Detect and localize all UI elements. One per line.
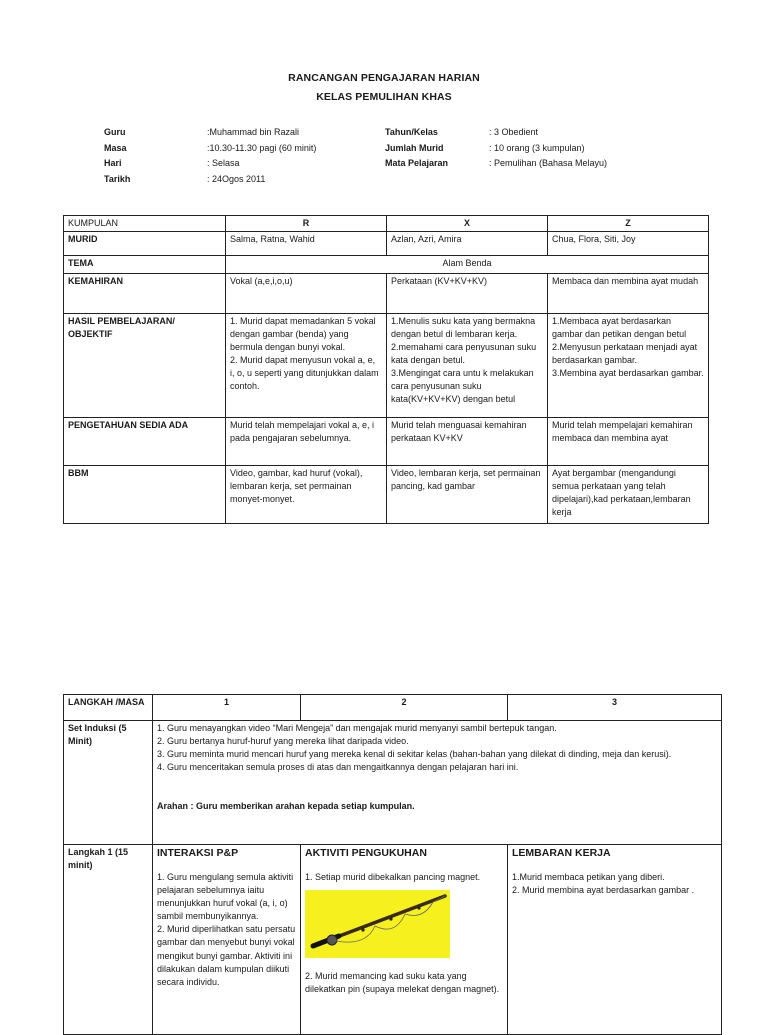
- info-value: : Pemulihan (Bahasa Melayu): [489, 158, 608, 168]
- info-row: [104, 142, 664, 158]
- list-item: 2. Guru bertanya huruf-huruf yang mereka lihat daripada video.: [157, 736, 409, 747]
- info-label: Guru: [104, 127, 126, 137]
- table-row: [64, 274, 709, 314]
- table-cell: Murid telah menguasai kemahiran perkataan KV+KV: [387, 418, 548, 466]
- fishing-rod-image: [305, 890, 503, 962]
- column-header-2: 2: [301, 695, 508, 721]
- table-row: [64, 721, 722, 845]
- info-value: : 10 orang (3 kumpulan): [489, 142, 585, 153]
- info-label: Hari: [104, 158, 122, 168]
- list-item: 1.Membaca ayat berdasarkan gambar dan petikan dengan betul: [552, 316, 687, 340]
- list-item: 2. Murid memancing kad suku kata yang dilekatkan pin (supaya melekat dengan magnet).: [305, 971, 500, 995]
- table-row: [64, 418, 709, 466]
- row-label: KUMPULAN: [64, 216, 226, 232]
- info-label: Jumlah Murid: [385, 142, 444, 153]
- table-row: [64, 466, 709, 524]
- list-item: 2. Murid diperlihatkan satu persatu gambar dan menyebut bunyi vokal mengikut bunyi gambar. Aktiviti ini dilakukan dalam kumpulan diikuti secara individu.: [157, 924, 296, 987]
- info-block: [104, 126, 664, 188]
- info-value: : Selasa: [207, 158, 240, 168]
- section-title: AKTIVITI PENGUKUHAN: [305, 847, 427, 859]
- plan-table: [63, 215, 709, 524]
- table-cell: Murid telah mempelajari kemahiran membaca dan membina ayat: [548, 418, 709, 466]
- info-label: Tarikh: [104, 173, 131, 184]
- list-item: 3.Mengingat cara untu k melakukan cara penyusunan suku kata(KV+KV+KV) dengan betul: [391, 368, 534, 405]
- row-label: PENGETAHUAN SEDIA ADA: [64, 418, 226, 466]
- table-cell: [301, 845, 508, 1035]
- group-header-x: X: [387, 216, 548, 232]
- row-label: KEMAHIRAN: [64, 274, 226, 314]
- row-label: TEMA: [64, 256, 226, 274]
- info-label: Masa: [104, 142, 127, 153]
- info-value: :10.30-11.30 pagi (60 minit): [207, 142, 317, 153]
- info-label: [385, 173, 489, 189]
- row-label: Langkah 1 (15 minit): [64, 845, 153, 1035]
- info-label: Tahun/Kelas: [385, 127, 438, 137]
- row-label: BBM: [64, 466, 226, 524]
- info-value: :Muhammad bin Razali: [207, 127, 300, 137]
- table-row: [64, 695, 722, 721]
- table-cell: Salma, Ratna, Wahid: [226, 232, 387, 256]
- list-item: 1. Guru menayangkan video “Mari Mengeja” dan mengajak murid menyanyi sambil bertepuk tangan.: [157, 723, 557, 733]
- steps-table: [63, 694, 722, 1035]
- info-row: [104, 173, 664, 189]
- table-row: [64, 314, 709, 418]
- info-row: [104, 157, 664, 173]
- theme-cell: Alam Benda: [226, 256, 709, 274]
- table-cell: Murid telah mempelajari vokal a, e, i pada pengajaran sebelumnya.: [226, 418, 387, 466]
- table-row: [64, 232, 709, 256]
- document-subtitle: KELAS PEMULIHAN KHAS: [316, 91, 452, 103]
- table-row: [64, 216, 709, 232]
- info-value: [489, 173, 664, 189]
- column-header-3: 3: [508, 695, 722, 721]
- list-item: 2.memahami cara penyusunan suku kata dengan betul.: [391, 342, 537, 366]
- table-cell: [153, 845, 301, 1035]
- table-cell: [387, 314, 548, 418]
- list-item: 4. Guru menceritakan semula proses di atas dan mengaitkannya dengan pelajaran hari ini.: [157, 762, 519, 773]
- table-cell: Perkataan (KV+KV+KV): [387, 274, 548, 314]
- list-item: 1. Guru mengulang semula aktiviti pelajaran sebelumnya iaitu menunjukkan huruf vokal (a, i, o) sambil membunyikannya.: [157, 872, 294, 922]
- info-value: : 3 Obedient: [489, 127, 539, 137]
- set-induksi-cell: [153, 721, 722, 845]
- table-cell: Video, lembaran kerja, set permainan pancing, kad gambar: [387, 466, 548, 524]
- table-cell: [226, 314, 387, 418]
- list-item: 3.Membina ayat berdasarkan gambar.: [552, 368, 704, 379]
- table-cell: Ayat bergambar (mengandungi semua perkataan yang telah dipelajari),kad perkataan,lembaran kerja: [548, 466, 709, 524]
- table-row: [64, 256, 709, 274]
- list-item: 2. Murid membina ayat berdasarkan gambar .: [512, 885, 695, 896]
- list-item: 2. Murid dapat menyusun vokal a, e, i, o, u seperti yang ditunjukkan dalam contoh.: [230, 355, 379, 392]
- table-cell: [548, 314, 709, 418]
- instruction-text: Arahan : Guru memberikan arahan kepada setiap kumpulan.: [157, 801, 415, 812]
- row-label: HASIL PEMBELAJARAN/ OBJEKTIF: [64, 314, 226, 418]
- table-cell: Membaca dan membina ayat mudah: [548, 274, 709, 314]
- info-value: : 24Ogos 2011: [207, 173, 266, 184]
- row-label: LANGKAH /MASA: [64, 695, 153, 721]
- table-row: [64, 845, 722, 1035]
- table-cell: Video, gambar, kad huruf (vokal), lembaran kerja, set permainan monyet-monyet.: [226, 466, 387, 524]
- list-item: 1. Setiap murid dibekalkan pancing magnet.: [305, 872, 481, 883]
- document-title: RANCANGAN PENGAJARAN HARIAN: [288, 72, 480, 84]
- group-header-r: R: [226, 216, 387, 232]
- row-label: MURID: [64, 232, 226, 256]
- table-cell: [508, 845, 722, 1035]
- list-item: 1.Murid membaca petikan yang diberi.: [512, 872, 665, 883]
- row-label: Set Induksi (5 Minit): [64, 721, 153, 845]
- info-row: [104, 126, 664, 142]
- info-label: Mata Pelajaran: [385, 158, 449, 168]
- group-header-z: Z: [548, 216, 709, 232]
- fishing-rod-icon: [305, 890, 450, 958]
- list-item: 1. Murid dapat memadankan 5 vokal dengan gambar (benda) yang bermula dengan bunyi vokal.: [230, 316, 376, 353]
- table-cell: Vokal (a,e,i,o,u): [226, 274, 387, 314]
- list-item: 2.Menyusun perkataan menjadi ayat berdasarkan gambar.: [552, 342, 698, 366]
- list-item: 3. Guru meminta murid mencari huruf yang mereka kenal di sekitar kelas (bahan-bahan yang dilekat di dinding, meja dan kerusi).: [157, 749, 672, 760]
- section-title: INTERAKSI P&P: [157, 847, 239, 859]
- list-item: 1.Menulis suku kata yang bermakna dengan betul di lembaran kerja.: [391, 316, 536, 340]
- column-header-1: 1: [153, 695, 301, 721]
- table-cell: Azlan, Azri, Amira: [387, 232, 548, 256]
- table-cell: Chua, Flora, Siti, Joy: [548, 232, 709, 256]
- section-title: LEMBARAN KERJA: [512, 847, 611, 859]
